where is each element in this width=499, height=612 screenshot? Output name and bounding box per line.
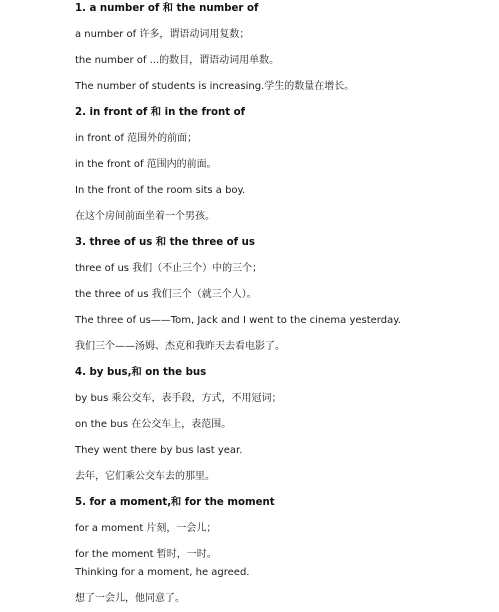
definition-line: in front of 范围外的前面； [75, 133, 198, 144]
definition-line: in the front of 范围内的前面。 [75, 159, 217, 170]
example-translation: 去年，它们乘公交车去的那里。 [75, 471, 215, 482]
example-sentence: In the front of the room sits a boy. [75, 185, 246, 196]
example-sentence: The three of us——Tom, Jack and I went to the cinema yesterday. [75, 315, 401, 326]
definition-line: the three of us 我们三个（就三个人）。 [75, 289, 257, 300]
example-translation: 想了一会儿，他同意了。 [75, 593, 185, 604]
definition-line: three of us 我们（不止三个）中的三个； [75, 263, 263, 274]
definition-line: for a moment 片刻，一会儿； [75, 523, 217, 534]
heading-4: 4. by bus,和 on the bus [75, 367, 207, 378]
example-translation: 我们三个——汤姆、杰克和我昨天去看电影了。 [75, 341, 285, 352]
example-sentence: They went there by bus last year. [75, 445, 243, 456]
definition-line: by bus 乘公交车，表手段，方式，不用冠词； [75, 393, 282, 404]
heading-3: 3. three of us 和 the three of us [75, 237, 255, 248]
example-translation: 在这个房间前面坐着一个男孩。 [75, 211, 215, 222]
definition-line: on the bus 在公交车上，表范围。 [75, 419, 232, 430]
heading-5: 5. for a moment,和 for the moment [75, 497, 275, 508]
definition-line: for the moment 暂时，一时。 [75, 549, 217, 560]
heading-2: 2. in front of 和 in the front of [75, 107, 246, 118]
definition-line: the number of ...的数目，谓语动词用单数。 [75, 55, 280, 66]
definition-line: a number of 许多，谓语动词用复数； [75, 29, 250, 40]
heading-1: 1. a number of 和 the number of [75, 3, 259, 14]
example-sentence: The number of students is increasing.学生的数量在增长。 [75, 81, 355, 92]
example-sentence: Thinking for a moment, he agreed. [75, 567, 250, 578]
